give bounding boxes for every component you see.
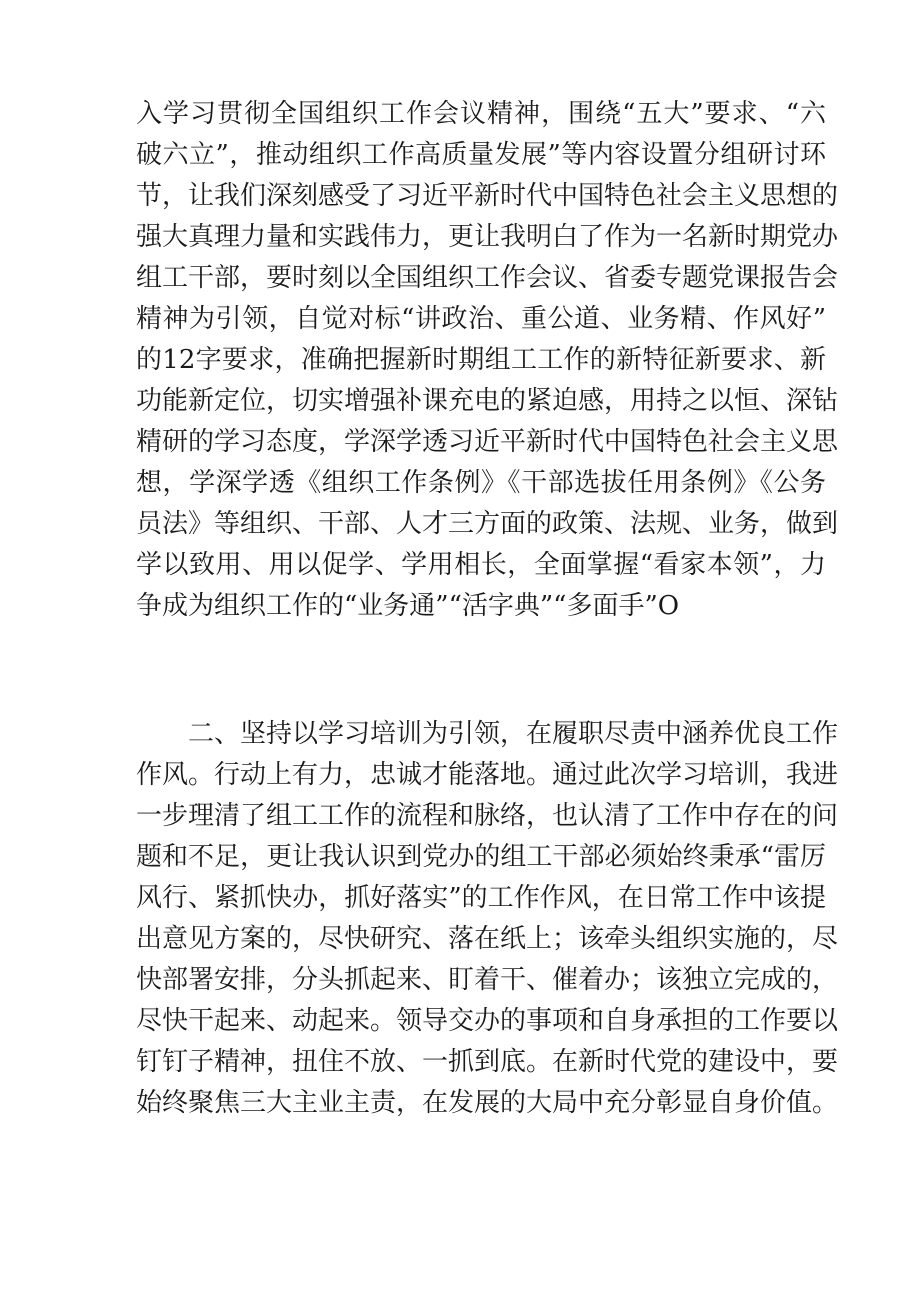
text-line: 作风。行动上有力，忠诚才能落地。通过此次学习培训，我进 [136,760,839,790]
text-line: 争成为组织工作的“业务通”“活字典”“多面手”O [136,591,680,621]
text-line: 学以致用、用以促学、学用相长，全面掌握“看家本领”，力 [136,550,826,580]
text-line: 二、坚持以学习培训为引领，在履职尽责中涵养优良工作 [188,719,839,749]
paragraph-work-style [136,714,839,1124]
paragraph-study-requirements [136,94,839,627]
text-line: 尽快干起来、动起来。领导交办的事项和自身承担的工作要以 [136,1006,839,1036]
text-line: 一步理清了组工工作的流程和脉络，也认清了工作中存在的问 [136,801,839,831]
text-line: 钉钉子精神，扭住不放、一抓到底。在新时代党的建设中，要 [136,1047,839,1077]
text-line: 出意见方案的，尽快研究、落在纸上；该牵头组织实施的，尽 [136,924,839,954]
text-line: 想，学深学透《组织工作条例》《干部选拔任用条例》《公务 [136,468,826,498]
text-line: 始终聚焦三大主业主责，在发展的大局中充分彰显自身价值。 [136,1088,839,1118]
text-line: 快部署安排，分头抓起来、盯着干、催着办；该独立完成的， [136,965,839,995]
text-line: 精神为引领，自觉对标“讲政治、重公道、业务精、作风好” [136,304,826,334]
text-line: 风行、紧抓快办，抓好落实”的工作作风，在日常工作中该提 [136,883,826,913]
text-line: 题和不足，更让我认识到党办的组工干部必须始终秉承“雷厉 [136,842,826,872]
text-line: 精研的学习态度，学深学透习近平新时代中国特色社会主义思 [136,427,839,457]
text-line: 节，让我们深刻感受了习近平新时代中国特色社会主义思想的 [136,181,839,211]
text-line: 强大真理力量和实践伟力，更让我明白了作为一名新时期党办 [136,222,839,252]
text-line: 组工干部，要时刻以全国组织工作会议、省委专题党课报告会 [136,263,839,293]
text-line: 功能新定位，切实增强补课充电的紧迫感，用持之以恒、深钻 [136,386,839,416]
text-line: 破六立”，推动组织工作高质量发展”等内容设置分组研讨环 [136,140,826,170]
text-line: 入学习贯彻全国组织工作会议精神，围绕“五大”要求、“六 [136,99,826,129]
text-line: 的12字要求，准确把握新时期组工工作的新特征新要求、新 [136,345,826,375]
text-line: 员法》等组织、干部、人才三方面的政策、法规、业务，做到 [136,509,839,539]
